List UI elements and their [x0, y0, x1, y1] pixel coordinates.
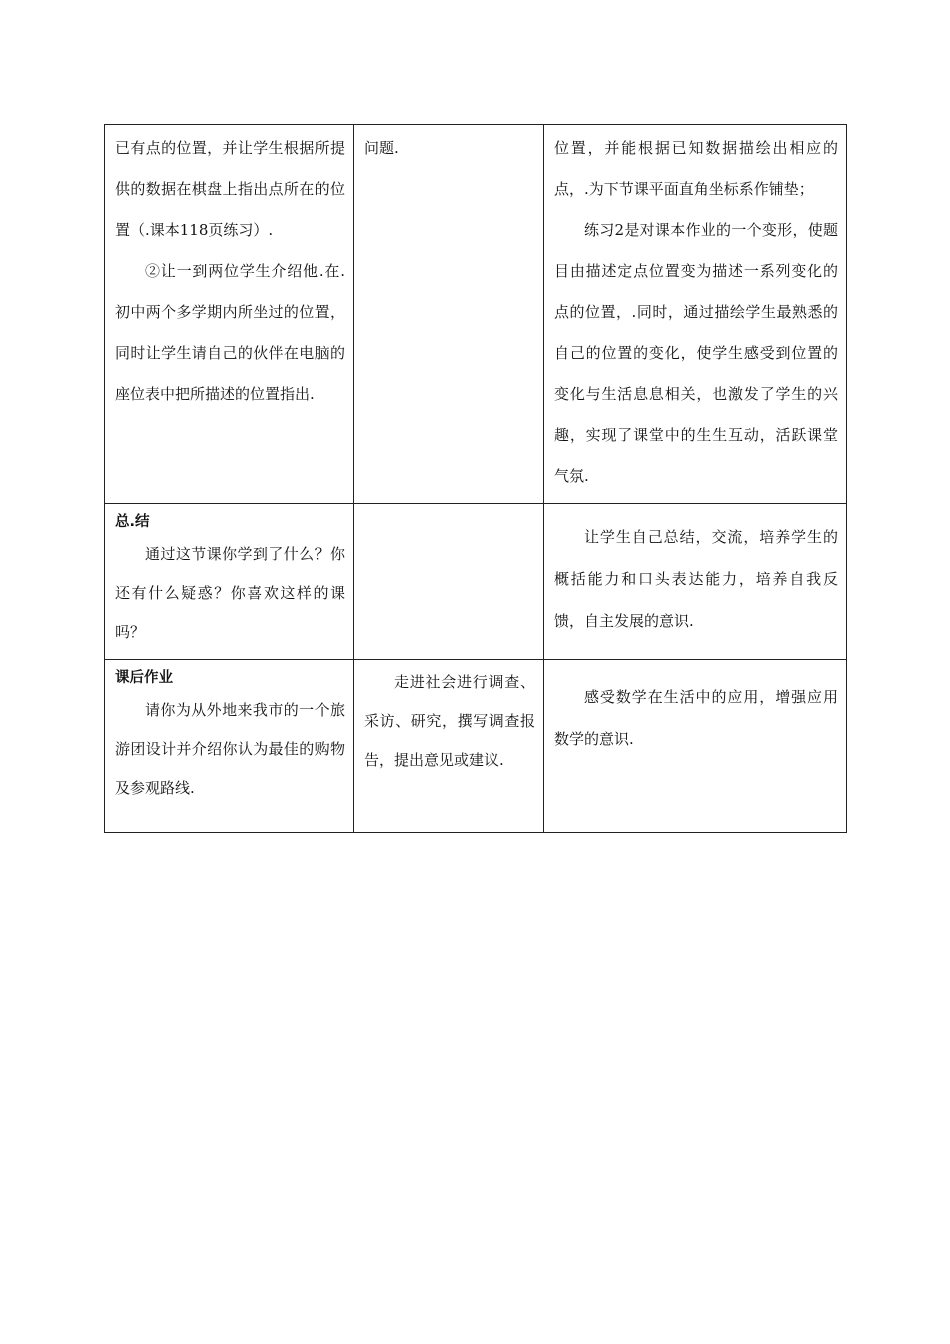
design-intent-cell — [544, 504, 847, 660]
intent-paragraph: 让学生自己总结，交流，培养学生的概括能力和口头表达能力，培养自我反馈，自主发展的意识. — [554, 527, 838, 630]
activity-paragraph: 请你为从外地来我市的一个旅游团设计并介绍你认为最佳的购物及参观路线. — [115, 701, 345, 797]
teacher-activity-cell — [105, 660, 354, 833]
section-heading: 课后作业 — [115, 670, 173, 686]
activity-paragraph: 走进社会进行调查、采访、研究，撰写调查报告，提出意见或建议. — [364, 673, 535, 769]
teacher-activity-cell — [105, 504, 354, 660]
activity-paragraph: 通过这节课你学到了什么？你还有什么疑惑？你喜欢这样的课吗？ — [115, 545, 345, 641]
design-intent-cell — [544, 660, 847, 833]
section-heading: 总.结 — [115, 514, 150, 530]
activity-paragraph: 问题. — [364, 139, 399, 157]
teacher-activity-cell — [105, 125, 354, 504]
intent-paragraph: 练习2是对课本作业的一个变形，使题目由描述定点位置变为描述一系列变化的点的位置，.同时，通过描绘学生最熟悉的自己的位置的变化，使学生感受到位置的变化与生活息息相关，也激发了学生的兴趣，实现了课堂中的生生互动，活跃课堂气氛. — [554, 221, 838, 485]
practice-row — [105, 125, 847, 504]
activity-paragraph: ②让一到两位学生介绍他.在.初中两个多学期内所坐过的位置，同时让学生请自己的伙伴在电脑的座位表中把所描述的位置指出. — [115, 262, 345, 403]
activity-paragraph: 已有点的位置，并让学生根据所提供的数据在棋盘上指出点所在的位置（.课本118页练习）. — [115, 139, 345, 239]
lesson-plan-table — [104, 124, 847, 833]
student-activity-cell — [354, 660, 544, 833]
intent-paragraph: 位置，并能根据已知数据描绘出相应的点，.为下节课平面直角坐标系作铺垫； — [554, 139, 838, 198]
homework-row — [105, 660, 847, 833]
summary-row — [105, 504, 847, 660]
student-activity-cell — [354, 125, 544, 504]
intent-paragraph: 感受数学在生活中的应用，增强应用数学的意识. — [554, 688, 838, 748]
design-intent-cell — [544, 125, 847, 504]
student-activity-cell — [354, 504, 544, 660]
